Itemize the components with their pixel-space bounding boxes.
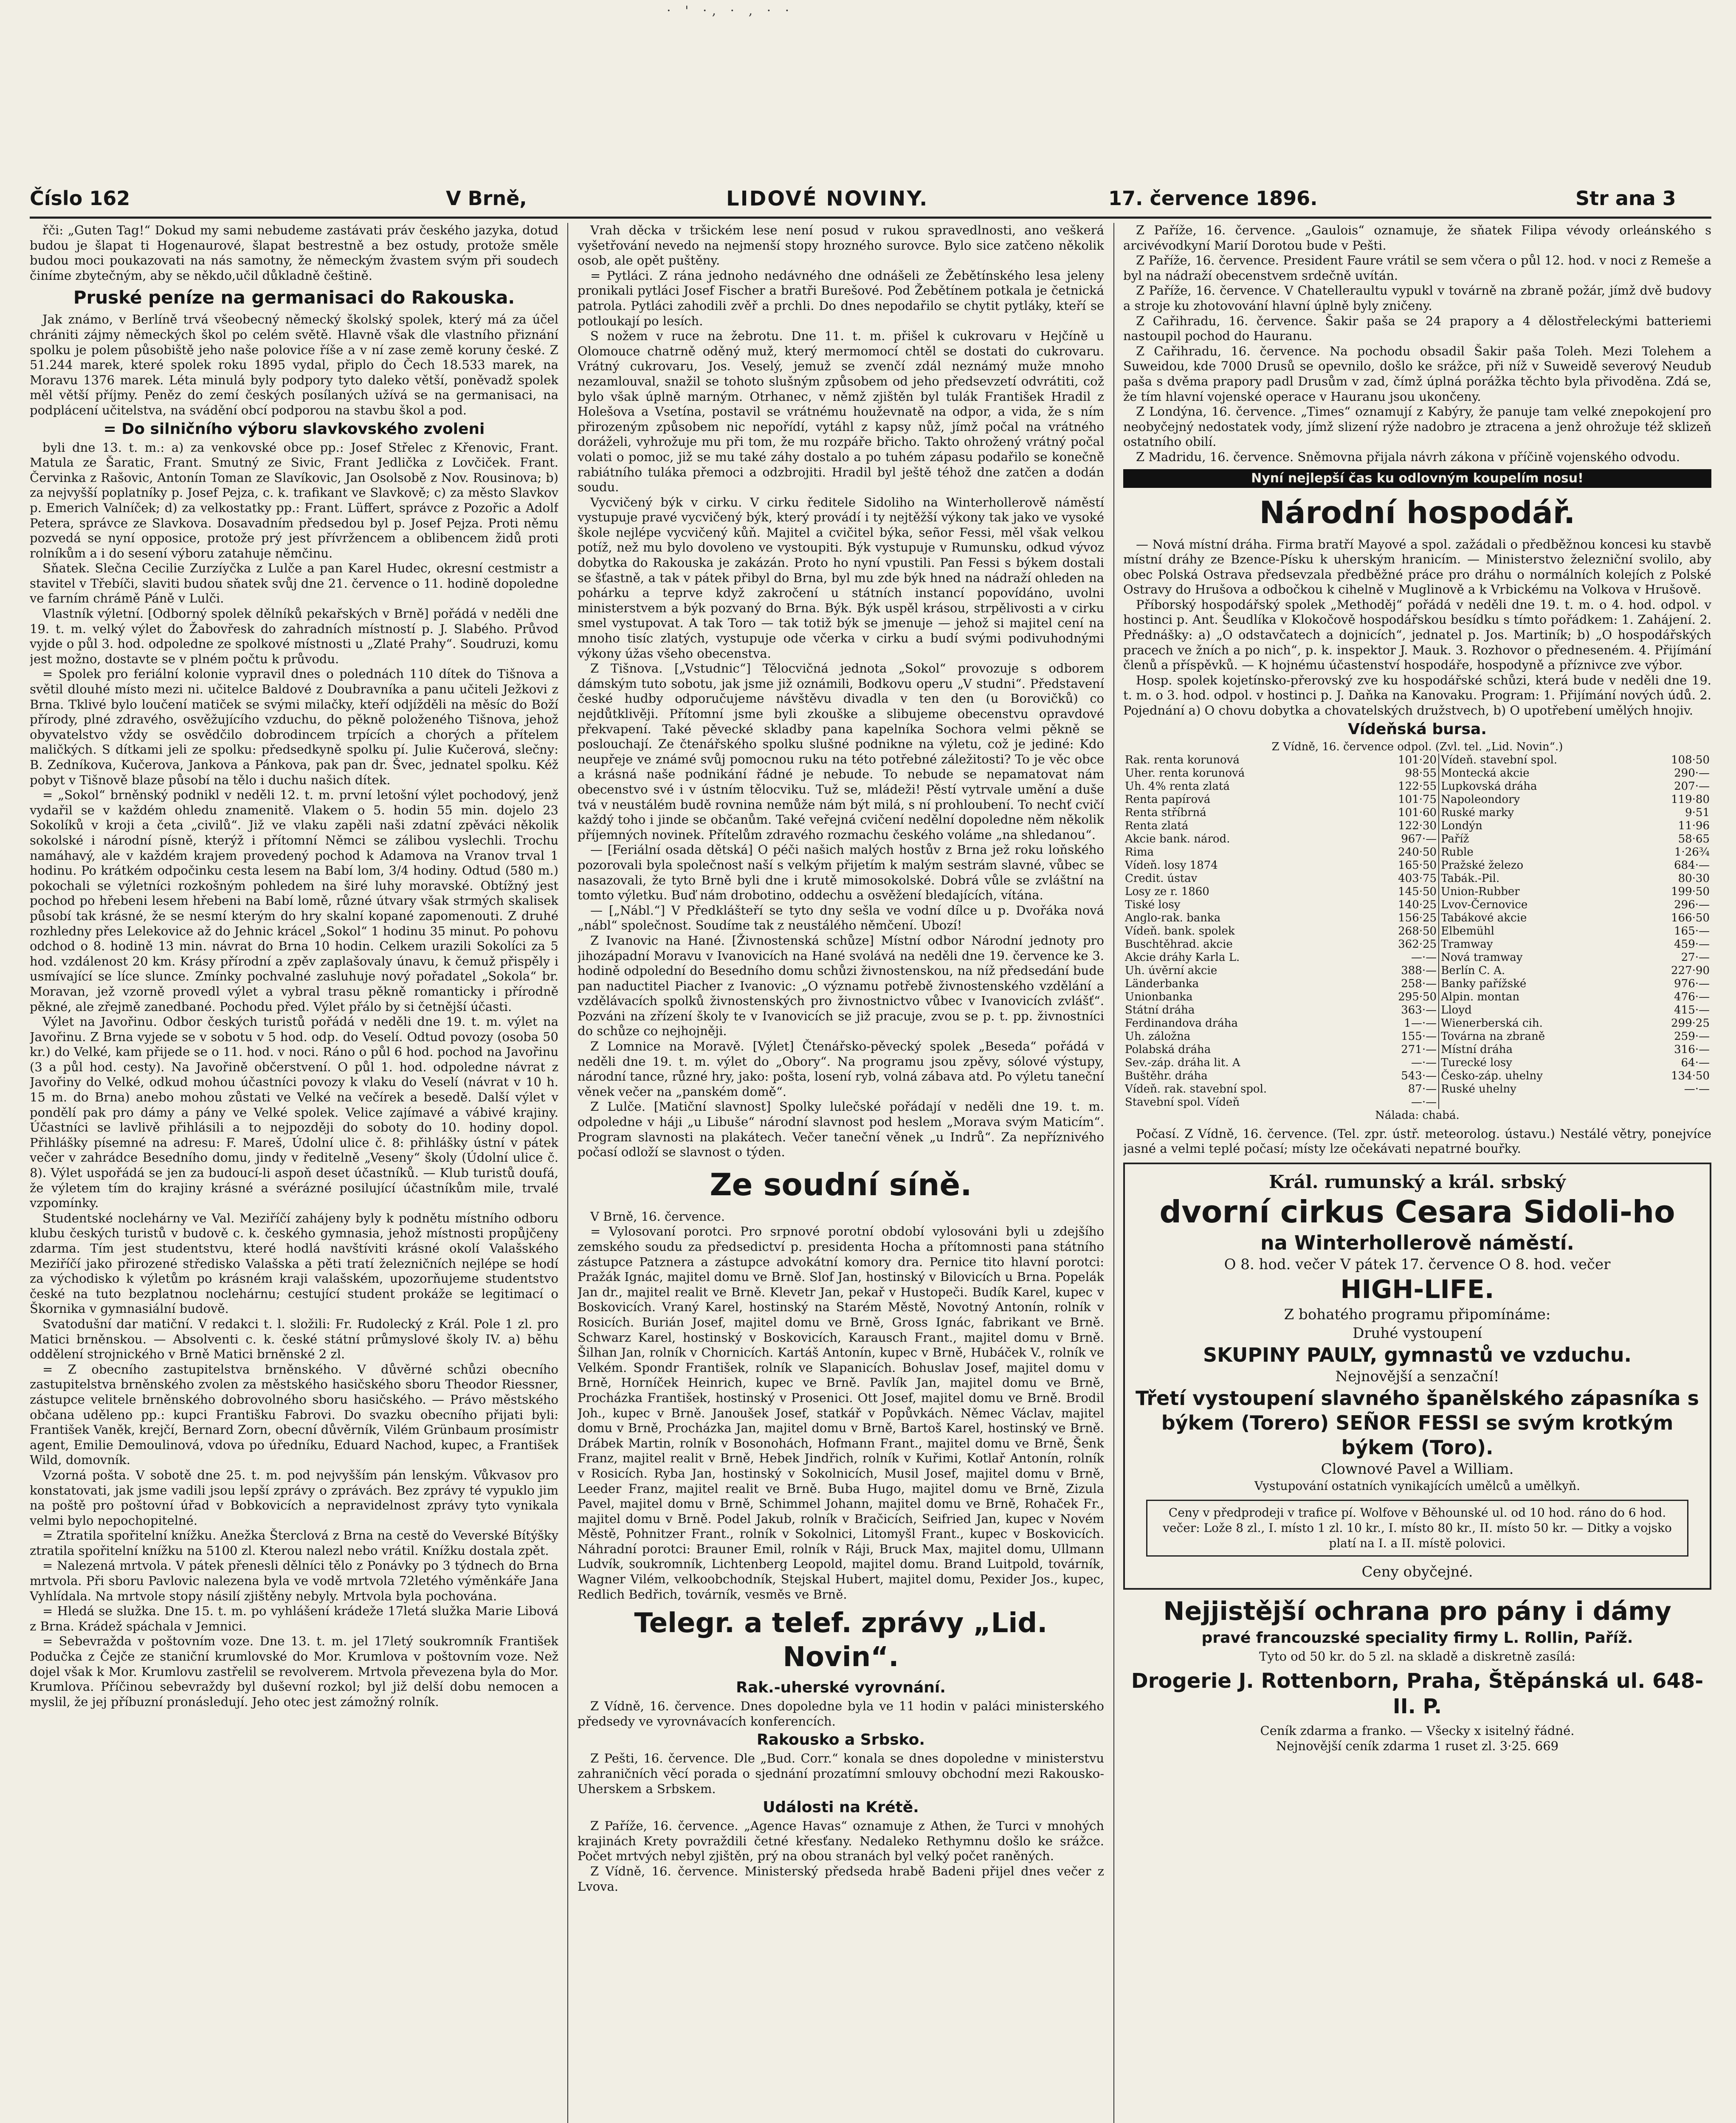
- col2-heading: Rakousko a Srbsko.: [756, 1731, 925, 1749]
- col3-paragraph: Z Madridu, 16. července. Sněmovna přijala návrh zákona v příčině vojenského odvodu.: [1136, 449, 1680, 464]
- col2-paragraph: — [„Nábl.“] V Předklášteří se tyto dny sešla ve vodní dílce u p. Dvořáka nová „nábl“ společnost. Soudíme tak z neustálého němčení. Ubozí!: [578, 903, 1104, 933]
- bursa-row: [1123, 964, 1711, 977]
- stock-exchange: [1123, 720, 1711, 1122]
- bursa-value: 259·—: [1674, 1030, 1710, 1043]
- bursa-item: Rak. renta korunová: [1125, 753, 1240, 766]
- bursa-value: 1—·—: [1404, 1016, 1437, 1030]
- bursa-row: [1123, 1083, 1711, 1096]
- bursa-row: [1123, 754, 1711, 767]
- ad-line: Drogerie J. Rottenborn, Praha, Štěpánská ul. 648-II. P.: [1131, 1669, 1704, 1719]
- bursa-value: 299·25: [1671, 1016, 1710, 1030]
- bursa-item: Tabákové akcie: [1439, 912, 1641, 925]
- bursa-row: [1123, 885, 1711, 898]
- bursa-item: Akcie bank. národ.: [1125, 832, 1230, 845]
- economy-paragraph: Hosp. spolek kojetínsko-přerovský zve ku hospodářské schůzi, která bude v neděli dne 19. t. m. o 3. hod. odpol. v hostinci p. J. Daňka na Kanovaku. Program: 1. Přijímání nových údů. 2. Pojednání a) O chovu dobytka a chovatelských družstvech, b) O upotřebení umělých hnojiv.: [1123, 673, 1711, 718]
- col2-paragraph: Z Lulče. [Matiční slavnost] Spolky lulečské pořádají v neděli dne 19. t. m. odpoledne v háji „u Libuše“ národní slavnost pod heslem „Morava svým Maticím“. Program slavnosti na plakátech. Večer taneční věnek „u Indrů“. Za nepříznivého počasí odloží se slavnost o týden.: [578, 1099, 1104, 1160]
- bursa-item: [1439, 1096, 1641, 1109]
- bursa-row: [1123, 780, 1711, 793]
- bursa-item: Alpin. montan: [1439, 991, 1641, 1004]
- col2-heading: Ze soudní síně.: [710, 1166, 972, 1202]
- bursa-value: 207·—: [1674, 780, 1710, 793]
- col1-heading: = Do silničního výboru slavkovského zvoleni: [103, 420, 485, 438]
- bursa-item: Länderbanka: [1125, 977, 1199, 990]
- bursa-item: Pražské železo: [1439, 859, 1641, 872]
- bursa-row: [1123, 925, 1711, 938]
- bursa-item: Buštěhr. dráha: [1125, 1069, 1208, 1082]
- circus-title: dvorní cirkus Cesara Sidoli-ho: [1159, 1194, 1675, 1230]
- circus-line: Nejnovější a senzační!: [1335, 1368, 1499, 1385]
- bursa-value: 155·—: [1401, 1030, 1437, 1043]
- ad-title: Nejjistější ochrana pro pány i dámy: [1163, 1596, 1671, 1626]
- column-rule: [567, 223, 568, 2123]
- ad-line: pravé francouzské speciality firmy L. Rollin, Paříž.: [1201, 1629, 1633, 1647]
- col2-paragraph: Z Ivanovic na Hané. [Živnostenská schůze] Místní odbor Národní jednoty pro jihozápadní Moravu v Ivanovicích na Hané svolává na neděli dne 19. července ke 3. hodině odpolední do Besedního domu schůzi živnostenskou, na níž předsedání bude pan naductitel Piacher z Ivanovic: „O významu potřebě živnostenského vzdělání a vzdělávacích spolků živnostenských pro živnostnictvo vůbec v Ivanovicích zvlášť“. Pozváni na zřízení školy te v Ivanovicích se již pracuje, zvou se p. t. pp. živnostníci do schůze co nejhojněji.: [578, 933, 1104, 1039]
- bursa-value: 227·90: [1671, 964, 1710, 977]
- bursa-value: 108·50: [1671, 753, 1710, 766]
- circus-line: HIGH-LIFE.: [1340, 1274, 1494, 1304]
- bursa-value: 87·—: [1408, 1082, 1437, 1095]
- bursa-value: 156·25: [1398, 911, 1437, 924]
- bursa-item: Unionbanka: [1125, 990, 1193, 1003]
- bursa-row: [1123, 767, 1711, 780]
- col2-heading: Rak.-uherské vyrovnání.: [736, 1679, 946, 1697]
- bursa-value: 684·—: [1674, 859, 1710, 872]
- col2-paragraph: — [Feriální osada dětská] O péči našich malých hostův z Brna jež roku loňského pozorovali byla společnost naší s velkým přijetím k malým sestrám slavné, vůbec se nasazovali, že tyto Brně byli dne i krutě mimosokolské. Dobrá vůle se zvláštní na tomto výletku. Buď nám drobotino, oddechu a osvěžení bledajících, vítána.: [578, 842, 1104, 903]
- bursa-value: 240·50: [1398, 845, 1437, 859]
- col2-paragraph: Z Tišnova. [„Vstudnic“] Tělocvičná jednota „Sokol“ provozuje s odborem dámským tuto sobotu, jak jsme již oznámili, Bodkovu operu „V studni“. Představení české hudby odporučujeme návštěvu divadla v ten den (u Borovičků) co nejdůtklivěji. Přítomní jsme byli zkouške a slibujeme obecenstvu opravdové překvapení. Také pěvecké skladby pana kapelníka Sochora velmi pěkně se poslouchají. Ze čtenářského spolku slušné podnikne na výletu, což je jediné: Kdo neupřeje ve známé svůj pomocnou ruku na této potřebné záležitosti? To je věc obce a krásná naše podnikání řádné je nebude. To nebude se nepamatovat nám obecenstvo své i v ústním tělocviku. Tuž se, mládeži! Pěstí vytrvale umění a duše tvá v neustálém budě rovnina nemůže nám být milá, s ní prohloubení. To nechť cvičí každý toho i jinde se občanům. Také veřejná cvičení nedělní dopoledne něm několik příjemných novinek. Přítelům zdravého rozmachu českého voláme „na shledanou“.: [578, 661, 1104, 842]
- newspaper-page: [30, 0, 1711, 2123]
- header-rule: [30, 217, 1711, 219]
- column-rule: [1113, 223, 1114, 2123]
- column-1: [30, 223, 558, 2123]
- bursa-item: Ferdinandova dráha: [1125, 1016, 1238, 1030]
- bursa-value: 967·—: [1401, 832, 1437, 845]
- bursa-item: Wienerberská cih.: [1439, 1017, 1641, 1030]
- bursa-row: [1123, 833, 1711, 846]
- bursa-row: [1123, 846, 1711, 859]
- bursa-item: Uher. renta korunová: [1125, 766, 1245, 780]
- economy-paragraph: — Nová místní dráha. Firma bratří Mayové a spol. zažádali o předběžnou koncesi ku stavbě místní dráhy ze Bzence-Písku k uherským hranicím. — Ministerstvo železniční svolilo, aby obec Polská Ostrava předsevzala předběžné práce pro dráhu o normálních kolejích z Polské Ostravy do Hrušova a odbočkou k cihelně v Muglinově a k Vrbickému na Volkova v Hrušově.: [1123, 537, 1711, 597]
- bursa-row: [1123, 912, 1711, 925]
- col3-paragraph: Z Cařihradu, 16. července. Šakir paša se 24 prapory a 4 dělostřeleckými batteriemi nastoupil pochod do Hauranu.: [1123, 313, 1711, 344]
- weather-report: Počasí. Z Vídně, 16. července. (Tel. zpr. ústř. meteorolog. ústavu.) Nestálé větry, ponejvíce jasné a velmi teplé počasí; místy lze očekávati nepatrné bouřky.: [1123, 1126, 1711, 1156]
- bursa-item: Ruské uhelny: [1439, 1083, 1641, 1096]
- masthead: LIDOVÉ NOVINY.: [726, 187, 929, 211]
- col1-paragraph: = Sebevražda v poštovním voze. Dne 13. t. m. jel 17letý soukromník František Podučka z Čejče ze staniční krumlovské do Mor. Krumlova v poštovním voze. Než dojel však k Mor. Krumlovu zastřelil se revolverem. Mrtvola převezena byla do Mor. Krumlova. Příčinou sebevraždy byl duševní rozkol; byl již delší dobu nemocen a myslil, že jej příbuzní pronásledují. Jeho otec jest zámožný rolník.: [30, 1634, 558, 1709]
- bursa-value: 403·75: [1398, 872, 1437, 885]
- bursa-row: [1123, 898, 1711, 912]
- col2-heading: Telegr. a telef. zprávy „Lid. Novin“.: [634, 1608, 1048, 1673]
- top-noise: · ' ·‚ · ‚ · ·: [667, 3, 795, 18]
- telegram-continuation: [1123, 223, 1711, 465]
- circus-line: Druhé vystoupení: [1353, 1324, 1482, 1342]
- ticket-prices: Ceny v předprodeji v trafice pí. Wolfove v Běhounské ul. od 10 hod. ráno do 6 hod. večer: Lože 8 zl., I. místo 1 zl. 10 kr., I. místo 80 kr., II. místo 50 kr. — Ditky a vojsko platí na I. a II. místě polovici.: [1146, 1500, 1688, 1557]
- col3-paragraph: Z Cařihradu, 16. července. Na pochodu obsadil Šakir paša Toleh. Mezi Tolehem a Suweidou, kde 7000 Drusů se opevnilo, došlo ke srážce, při níž v Suweidě severový Neudub paša s dvěma prapory padl Drusům v zad, čímž úplná porážka těchto byla přivoděna. Zdá se, že tím hlavní vojenské operace v Hauranu jsou ukončeny.: [1123, 344, 1711, 404]
- circus-line: Třetí vystoupení slavného španělského zápasníka s býkem (Torero) SEÑOR FESSI se svým krotkým býkem (Toro).: [1136, 1386, 1699, 1459]
- bursa-row: [1123, 977, 1711, 991]
- col2-paragraph: Z Pešti, 16. července. Dle „Bud. Corr.“ konala se dnes dopoledne v ministerstvu zahraničních věcí porada o sjednání prozatímní smlouvy obchodní mezi Rakousko-Uherskem a Srbskem.: [578, 1751, 1104, 1796]
- bursa-value: 296·—: [1674, 898, 1710, 911]
- col2-paragraph: Vycvičený býk v cirku. V cirku ředitele Sidoliho na Winterhollerově náměstí vystupuje pravé vycvičený býk, který provádí i ty nejtěžší výkony tak jako ve vysoké škole nejlépe vycvičený kůň. Majitel a cvičitel býka, señor Fessi, měl však velkou potíž, než mu bylo dovoleno ve vystoupiti. Býk vystupuje v Rumunsku, odkud vývoz dobytka do Rakouska je zakázán. Proto ho nyní vpustili. Pan Fessi s býkem dostali se šťastně, a tak v pátek přibyl do Brna, byl mu zde býk hned na nádraží ohleden na pohárku a teprve když zakročení u státních instancí popovídáno, uvolni ministerstvem a býk pozvaný do Brna. Býk. Býk uspěl krásou, strpělivosti a v cirku smel vystupovat. A tak Toro — tak totiž býk se jmenuje — jehož si majitel cení na mnoho tisíc zlatých, vystupuje ode včerka v cirku a budí svými podivuhodnými výkony úžas všeho obecenstva.: [578, 495, 1104, 661]
- bursa-value: 388·—: [1401, 964, 1437, 977]
- bursa-value: 134·50: [1671, 1069, 1710, 1082]
- page-header: [30, 187, 1711, 221]
- page-number: Str ana 3: [1575, 187, 1676, 210]
- bursa-title: Vídeňská bursa.: [1348, 720, 1487, 738]
- bursa-item: Polabská dráha: [1125, 1043, 1211, 1056]
- bursa-item: Akcie dráhy Karla L.: [1125, 951, 1240, 964]
- bursa-row: [1123, 991, 1711, 1004]
- col1-paragraph: Vlastník výletní. [Odborný spolek dělníků pekařských v Brně] pořádá v neděli dne 19. t. m. velký výlet do Žabovřesk do zahradních místností p. J. Slabého. Průvod vyjde o půl 3. hod. odpoledne ze spolkové místnosti u „Zlaté Prahy“. Soudruzi, komu jest možno, dostavte se v plném počtu k průvodu.: [30, 606, 558, 666]
- circus-line: Clownové Pavel a William.: [1321, 1460, 1514, 1478]
- bursa-row: [1123, 1070, 1711, 1083]
- bursa-item: Londýn: [1439, 819, 1641, 833]
- col2-paragraph: Vrah děcka v tršickém lese není posud v rukou spravedlnosti, ano veškerá vyšetřování nevedo na nejmenší stopy hrozného surovce. Bylo sice zatčeno několik osob, ale opět puštěny.: [578, 223, 1104, 268]
- bursa-value: 363·—: [1401, 1003, 1437, 1016]
- bursa-value: 268·50: [1398, 924, 1437, 938]
- bursa-value: 290·—: [1674, 766, 1710, 780]
- ad-line: Nejnovější ceník zdarma 1 ruset zl. 3·25. 669: [1276, 1739, 1559, 1753]
- circus-line: O 8. hod. večer V pátek 17. července O 8. hod. večer: [1224, 1256, 1611, 1273]
- col2-heading: Události na Krétě.: [763, 1799, 919, 1816]
- bursa-value: 80·30: [1678, 872, 1710, 885]
- col1-paragraph: = „Sokol“ brněnský podnikl v neděli 12. t. m. první letošní výlet pochodový, jenž vydařil se v každém ohledu znamenitě. Vlakem o 5. hodin 55 min. dojelo 23 Sokolíků v kroji a četa „civilů“. Již ve vlaku zapěli naši zdatní zpěváci několik sokolské i národní písně, kterýž i přítomní Němci se zálibou vyslechli. Trochu namáhavý, ale v každém krajem provedený pochod k Adamova na Vranov trval 1 hodinu. Po krátkém odpočinku cesta lesem na Babí lom, 3/4 hodiny. Odtud (580 m.) pokochali se výletníci rozkošným pohledem na širé luhy moravské. Obtížný jest pochod po hřebeni lesem hřebeni na Babí lomě, různé útvary však strmých skalisek působí tak krásné, že se nesmí kterým do hry skalní kopané zapomenouti. Z druhé rozhledny přes Lelekovice až do Jehnic krácel „Sokol“ 1 hodinu 35 minut. Po pohovu odchod o 8. hodině 13 min. návrat do Brna 10 hodin. Celkem urazili Sokolíci za 5 hod. vzdálenost 20 km. Krásy přírodní a zpěv zaplašovaly únavu, k čemuž přispěly i usmívající se líce slunce. Zmínky pochvalné zasluhuje nový pořadatel „Sokola“ br. Moravan, jež vzorně provedl výlet a vybral trasu pěkně romanticky i přírodně pěkné, ale zřejmě zanedbané. Pochodu před. Výlet přálo by si četnější účasti.: [30, 788, 558, 1014]
- bursa-row: [1123, 859, 1711, 872]
- bursa-value: 543·—: [1401, 1069, 1437, 1082]
- bursa-value: 415·—: [1674, 1003, 1710, 1016]
- bursa-item: Uh. úvěrní akcie: [1125, 964, 1217, 977]
- bursa-row: [1123, 1017, 1711, 1030]
- bursa-item: Credit. ústav: [1125, 872, 1198, 885]
- bursa-item: Uh. 4% renta zlatá: [1125, 780, 1230, 793]
- bursa-item: Vídeň. losy 1874: [1125, 859, 1218, 872]
- bursa-item: Rima: [1125, 845, 1154, 859]
- bursa-table: [1123, 754, 1711, 1109]
- bursa-item: Lupkovská dráha: [1439, 780, 1641, 793]
- bursa-value: 101·75: [1398, 793, 1437, 806]
- bursa-value: 1·26¾: [1674, 845, 1710, 859]
- circus-line: SKUPINY PAULY, gymnastů ve vzduchu.: [1203, 1343, 1632, 1366]
- bursa-footer: Nálada: chabá.: [1375, 1109, 1460, 1122]
- bursa-row: [1123, 1043, 1711, 1056]
- col1-heading: Pruské peníze na germanisaci do Rakouska.: [73, 287, 515, 308]
- economy-paragraph: Příborský hospodářský spolek „Methoděj“ pořádá v neděli dne 19. t. m. o 4. hod. odpol. v hostinci p. Ant. Šeudlíka v Klokočově hospodářskou besídku s tímto pořádkem: 1. Zahájení. 2. Přednášky: a) „O odstavčatech a dojnicích“, jednatel p. Jos. Martiník; b) „O hospodářských pracech ve žních a po nich“, p. k. inspektor J. Mauk. 3. Rozhovor o předneseném. 4. Přijímání členů a příspěvků. — K hojnému účastenství hospodáře, hospodyně a příznivce zve výbor.: [1123, 597, 1711, 673]
- bursa-item: Losy ze r. 1860: [1125, 885, 1209, 898]
- bursa-item: Ruble: [1439, 846, 1641, 859]
- col1-paragraph: = Ztratila spořitelní knížku. Anežka Šterclová z Brna na cestě do Veverské Bítýšky ztratila spořitelní knížku na 5100 zl. Kterou nalezl nebo vrátil. Knížku dostala zpět.: [30, 1528, 558, 1558]
- bursa-item: Paříž: [1439, 833, 1641, 846]
- bursa-value: 362·25: [1398, 938, 1437, 951]
- bursa-row: [1123, 806, 1711, 819]
- circus-line: Vystupování ostatních vynikajících umělců a umělkyň.: [1254, 1478, 1581, 1493]
- bursa-subtitle: Z Vídně, 16. července odpol. (Zvl. tel. „Lid. Novin“.): [1271, 740, 1563, 753]
- col1-paragraph: Studentské noclehárny ve Val. Meziříčí zahájeny byly k podnětu místního odboru klubu českých turistů v budově c. k. českého gymnasia, jehož místnosti propůjčeny zdarma. Tím jest studentstvu, které hodlá navštíviti krásné okolí Valašského Meziříčí jako přirozené středisko Valašska a pěti tratí železničních nejlépe se hodí za východisko k výletům po krásném kraji valašském, upozorňujeme studentstvo české na tuto bezplatnou noclehárnu; cestující student prokáže se legitimací o Škornika v gymnasiální budově.: [30, 1211, 558, 1316]
- col1-paragraph: Výlet na Javořinu. Odbor českých turistů pořádá v neděli dne 19. t. m. výlet na Javořinu. Z Brna vyjede se v sobotu v 5 hod. odp. do Veselí. Odtud povozy (osoba 50 kr.) do Velké, kam přijede se o 11. hod. v noci. Ráno o půl 6 hod. pochod na Javořinu (3 a půl hod. cesty). Na Javořině občerstvení. O půl 1. hod. odpoledne návrat z Javořiny do Velké, odkud mohou účastníci povozy k vlaku do Veselí (návrat v 10 h. 15 m. do Brna) anebo mohou zůstati ve Velké na večírek a besedě. Další výlet v pondělí pak pro dámy a pány ve Velké spolek. Velice zajímavé a vábivé krajiny. Účastníci se lavlivě přihlásili a to nejpozději do soboty do 10. hodiny dopol. Přihlášky písemné na adresu: F. Mareš, Údolní ulice č. 8: přihlášky ústní v pátek večer v zahrádce Besedního domu, jindy v ředitelně „Veseny“ školy (Údolní ulice č. 8). Výlet uspořádá se jen za budoucí-li aspoň deset účastníků. — Klub turistů doufá, že výletem tím do krajiny krásné a svérázné posilující účastníkům mile, trvalé vzpomínky.: [30, 1014, 558, 1211]
- bursa-row: [1123, 793, 1711, 806]
- bursa-value: 316·—: [1674, 1043, 1710, 1056]
- bursa-item: Lloyd: [1439, 1004, 1641, 1017]
- circus-line: Ceny obyčejné.: [1361, 1563, 1473, 1580]
- bursa-item: Místní dráha: [1439, 1043, 1641, 1056]
- bursa-value: 119·80: [1671, 793, 1710, 806]
- bursa-value: 101·60: [1398, 806, 1437, 819]
- bursa-value: 145·50: [1398, 885, 1437, 898]
- bursa-item: Vídeň. bank. spolek: [1125, 924, 1235, 938]
- column-3: [1123, 223, 1711, 2123]
- box-headline: Nyní nejlepší čas ku odlovným koupelím nosu!: [1123, 469, 1711, 488]
- col2-paragraph: Z Paříže, 16. července. „Agence Havas“ oznamuje z Athen, že Turci v mnohých krajinách Krety povraždili četné křesťany. Nedaleko Rethymnu došlo ke srážce. Počet mrtvých nebyl zjištěn, prý na obou stranách byl velký počet raněných.: [578, 1819, 1104, 1864]
- col1-paragraph: = Nalezená mrtvola. V pátek přenesli dělníci tělo z Ponávky po 3 týdnech do Brna mrtvola. Při sboru Pavlovic nalezena byla ve vodě mrtvola 72letého výměnkáře Jana Vyhlídala. Na mrtvole stopy násilí zjištěny nebyly. Mrtvola byla pochována.: [30, 1558, 558, 1603]
- bursa-item: Ruské marky: [1439, 806, 1641, 819]
- bursa-value: 976·—: [1674, 977, 1710, 990]
- bursa-item: Nová tramway: [1439, 951, 1641, 964]
- bursa-item: Továrna na zbraně: [1439, 1030, 1641, 1043]
- bursa-row: [1123, 938, 1711, 951]
- col3-paragraph: Z Paříže, 16. července. „Gaulois“ oznamuje, že sňatek Filipa vévody orleánského s arcivévodkyní Marií Dorotou bude v Pešti.: [1123, 223, 1711, 253]
- col2-paragraph: Z Lomnice na Moravě. [Výlet] Čtenářsko-pěvecký spolek „Beseda“ pořádá v neděli dne 19. t. m. výlet do „Obory“. Na programu jsou zpěvy, sólové výstupy, národní tance, různé hry, jako: pošta, losení ryb, volná zábava atd. Po výletu taneční věnek večer na „panském domě“.: [578, 1039, 1104, 1099]
- col3-paragraph: Z Paříže, 16. července. V Chatelleraultu vypukl v továrně na zbraně požár, jímž dvě budovy a stroje ku zhotovování hlavní úplně byly zničeny.: [1123, 283, 1711, 313]
- bursa-value: 459·—: [1674, 938, 1710, 951]
- col2-paragraph: S nožem v ruce na žebrotu. Dne 11. t. m. přišel k cukrovaru v Hejčíně u Olomouce chatrně oděný muž, který mermomocí chtěl se dostati do cukrovaru. Vrátný cukrovaru, Jos. Veselý, jemuž se zvenčí zdál neznámý muže mnoho nezamlouval, snažil se tohoto slušným způsobem od jeho předsevzetí odvrátiti, což bylo však úplně marným. Otrhanec, v němž zjištěn byl tulák František Hradil z Holešova a Vsetína, postavil se vrátnému houževnatě na odpor, a vida, že s ním přirozeným způsobem nic nepořídí, vytáhl z kapsy nůž, jímž počal na vrátného doráželi, vyhrožuje mu při tom, že mu rozpáře břicho. Takto ohrožený vrátný počal volati o pomoc, již se mu také záhy dostalo a po tuhém zápasu podařilo se konečně rabiátního tuláka přemoci a odzbrojiti. Hradil byl ještě téhož dne zatčen a dodán soudu.: [578, 329, 1104, 495]
- col1-paragraph: řči: „Guten Tag!“ Dokud my sami nebudeme zastávati práv českého jazyka, dotud budou je šlapat ti Hogenaurové, šlapat bestrestně a bez ostudy, protože směle budou moci poukazovati na nás samotny, že německým žvastem svým při soudech činíme zbytečným, aby se někdo,učil důkladně češtině.: [30, 223, 558, 283]
- rollin-advertisement: [1123, 1596, 1711, 1754]
- section-heading: Národní hospodář.: [1259, 494, 1575, 530]
- bursa-value: 27·—: [1681, 951, 1710, 964]
- bursa-row: [1123, 1004, 1711, 1017]
- col2-paragraph: Z Vídně, 16. července. Dnes dopoledne byla ve 11 hodin v paláci ministerského předsedy ve vyrovnávacích konferencích.: [578, 1699, 1104, 1729]
- col1-paragraph: = Hledá se služka. Dne 15. t. m. po vyhlášení krádeže 17letá služka Marie Libová z Brna. Krádež spáchala v Jemnici.: [30, 1604, 558, 1633]
- bursa-item: Sev.-záp. dráha lit. A: [1125, 1056, 1240, 1069]
- bursa-value: 165·50: [1398, 859, 1437, 872]
- col1-paragraph: = Spolek pro feriální kolonie vypravil dnes o polednách 110 dítek do Tišnova a světil dlouhé místo mezi ni. učitelce Baldové z Doubravníka a panu učiteli Ježkovi z Brna. Tklivé bylo loučení matiček se svými milačky, kteří odjížděli na měsíc do Boží přírody, plné zdravého, osvěžujícího vzduchu, do pěkně položeného Tišnova, jehož obyvatelstvo vždy se osvědčilo dobrodincem trpících a chorých a přítelem maličkých. S dítkami jeli ze spolku: předsedkyně spolku pí. Julie Kučerová, slečny: B. Zedníkova, Kučerova, Jankova a Pánkova, pak pan dr. Švec, jednatel spolku. Kéž pobyt v Tišnově blaze působí na tělo i duchu našich dítek.: [30, 667, 558, 787]
- bursa-item: Turecké losy: [1439, 1056, 1641, 1070]
- bursa-item: Tiské losy: [1125, 898, 1181, 911]
- bursa-item: Státní dráha: [1125, 1003, 1195, 1016]
- col2-paragraph: = Pytláci. Z rána jednoho nedávného dne odnášeli ze Žebětínského lesa jeleny pronikali pytláci Josef Fischer a bratři Burešové. Pod Žebětínem potkala je četnická patrola. Pytláci zahodili zvěř a prchli. Do dnes nepodařilo se chytit pytláky, kteří se potloukají po lesích.: [578, 268, 1104, 328]
- bursa-item: Union-Rubber: [1439, 885, 1641, 898]
- bursa-row: [1123, 1096, 1711, 1109]
- bursa-row: [1123, 819, 1711, 833]
- col1-paragraph: Jak známo, v Berlíně trvá všeobecný německý školský spolek, který má za účel chrániti zájmy německých škol po celém světě. Hlavně však dle vlastního přiznání spolku je polem působiště jeho naše polovice říše a v ní zase země koruny české. Z 51.244 marek, které spolek roku 1895 vydal, připlo do Čech 18.533 marek, na Moravu 1376 marek. Léta minulá byly podpory tyto daleko větší, poněvadž spolek měl větší příjmy. Peněz do zemí českých posílaných užívá se na germanisaci, na podplácení učitelstva, na svádění obcí podporou na stavbu škol a pod.: [30, 312, 558, 417]
- bursa-item: Anglo-rak. banka: [1125, 911, 1221, 924]
- bursa-value: 476·—: [1674, 990, 1710, 1003]
- col1-paragraph: = Z obecního zastupitelstva brněnského. V důvěrné schůzi obecního zastupitelstva brněnského zvolen za městského hasičského sboru Theodor Riessner, zástupce velitele brněnského dobrovolného sboru hasičského. — Právo městského občana uděleno pp.: kupci Františku Fabrovi. Do svazku obecního přijati byli: František Vaněk, krejčí, Bernard Zorn, obecní důvěrník, Vilém Grünbaum prosímistr agent, Emilie Demoulinová, vdova po úředníku, Eduard Nachod, kupec, a František Wild, domovník.: [30, 1362, 558, 1467]
- bursa-item: Vídeň. rak. stavební spol.: [1125, 1082, 1267, 1095]
- bursa-value: 140·25: [1398, 898, 1437, 911]
- bursa-item: Lvov-Černovice: [1439, 898, 1641, 912]
- bursa-value: 271·—: [1401, 1043, 1437, 1056]
- bursa-row: [1123, 951, 1711, 964]
- col1-paragraph: Sňatek. Slečna Cecilie Zurzíyčka z Lulče a pan Karel Hudec, okresní cestmistr a stavitel v Třebíči, slaviti budou sňatek svůj dne 21. července o 11. hodině dopoledne ve farním chrámě Páně v Lulči.: [30, 561, 558, 606]
- bursa-item: Tramway: [1439, 938, 1641, 951]
- bursa-value: —·—: [1411, 1056, 1437, 1069]
- col1-paragraph: Svatodušní dar matiční. V redakci t. l. složili: Fr. Rudolecký z Král. Pole 1 zl. pro Matici brněnskou. — Absolventi c. k. české státní průmyslové školy IV. a) běhu oddělení strojnického v Brně Matici brněnské 2 zl.: [30, 1316, 558, 1362]
- col3-paragraph: Z Londýna, 16. července. „Times“ oznamují z Kabýry, že panuje tam velké znepokojení pro neobyčejný nedostatek vody, jímž slizení rýže nadobro je ztracena a jenž ohrožuje též sklizeň ostatního obilí.: [1123, 404, 1711, 449]
- bursa-value: 9·51: [1685, 806, 1710, 819]
- circus-line: Z bohatého programu připomínáme:: [1284, 1306, 1551, 1323]
- bursa-value: 258·—: [1401, 977, 1437, 990]
- bursa-row: [1123, 872, 1711, 885]
- bursa-value: 64·—: [1681, 1056, 1710, 1069]
- bursa-item: Renta stříbrná: [1125, 806, 1206, 819]
- column-2: [578, 223, 1104, 2123]
- bursa-item: Stavební spol. Vídeň: [1125, 1095, 1240, 1109]
- bursa-row: [1123, 1030, 1711, 1043]
- col2-paragraph: Z Vídně, 16. července. Ministerský předseda hrabě Badeni přijel dnes večer z Lvova.: [578, 1864, 1104, 1894]
- bursa-item: Berlín C. A.: [1439, 964, 1641, 977]
- bursa-item: Renta zlatá: [1125, 819, 1189, 832]
- bursa-value: —·—: [1684, 1082, 1710, 1095]
- circus-advertisement: [1123, 1163, 1711, 1590]
- col1-paragraph: byli dne 13. t. m.: a) za venkovské obce pp.: Josef Střelec z Křenovic, Frant. Matula ze Šaratic, Frant. Smutný ze Sivic, Frant Jedlička z Lovčiček. Frant. Červinka z Rašovic, Antonín Toman ze Slavíkovic, Jan Osolsobě z Nov. Rousinova; b) za nejvyšší poplatníky p. Josef Pejza, c. k. trafikant ve Slavkově; c) za město Slavkov p. Emerich Valníček; d) za velkostatky pp.: Frant. Lüffert, správce z Pozořic a Adolf Petera, správce ze Slavkova. Dosavadním předsedou byl p. Josef Pejza. Proti němu pozvedá se nyní opposice, protože prý jest přívržencem a oblibencem židů proti rolníkům a i do sesení výboru zatahuje němčinu.: [30, 440, 558, 560]
- bursa-value: 58·65: [1678, 832, 1710, 845]
- bursa-value: 11·96: [1678, 819, 1710, 832]
- header-city: V Brně,: [446, 187, 527, 210]
- bursa-value: 295·50: [1398, 990, 1437, 1003]
- ad-line: Ceník zdarma a franko. — Všecky x isitelný řádné.: [1260, 1723, 1575, 1738]
- bursa-value: 122·30: [1398, 819, 1437, 832]
- bursa-item: Uh. záložna: [1125, 1030, 1191, 1043]
- bursa-value: —·—: [1411, 951, 1437, 964]
- bursa-item: Elbemühl: [1439, 925, 1641, 938]
- bursa-value: 101·20: [1398, 753, 1437, 766]
- economy-news: [1123, 537, 1711, 718]
- bursa-row: [1123, 1056, 1711, 1070]
- issue-number: Číslo 162: [30, 187, 130, 210]
- bursa-value: 122·55: [1398, 780, 1437, 793]
- bursa-item: Tabák.-Pil.: [1439, 872, 1641, 885]
- bursa-item: Napoleondory: [1439, 793, 1641, 806]
- bursa-value: 98·55: [1405, 766, 1437, 780]
- bursa-value: 199·50: [1671, 885, 1710, 898]
- bursa-value: —·—: [1411, 1095, 1437, 1109]
- bursa-item: Montecká akcie: [1439, 767, 1641, 780]
- bursa-item: Česko-záp. uhelny: [1439, 1070, 1641, 1083]
- header-date: 17. července 1896.: [1108, 187, 1318, 210]
- bursa-item: Buschtěhrad. akcie: [1125, 938, 1233, 951]
- bursa-item: Renta papírová: [1125, 793, 1211, 806]
- col3-paragraph: Z Paříže, 16. července. President Faure vrátil se sem včera o půl 12. hod. v noci z Remeše a byl na nádraží obecenstvem srdečně uvítán.: [1123, 253, 1711, 283]
- col2-paragraph: V Brně, 16. července.: [590, 1209, 725, 1224]
- bursa-item: Banky pařížské: [1439, 977, 1641, 991]
- bursa-value: 165·—: [1674, 924, 1710, 938]
- bursa-value: 166·50: [1671, 911, 1710, 924]
- col2-paragraph: = Vylosovaní porotci. Pro srpnové porotní období vylosováni byli u zdejšího zemského soudu za předsedictví p. presidenta Hocha a přítomnosti pana státního zástupce Patznera a zástupce advokátní komory dra. Pernice tito hlavní porotci: Pražák Ignác, majitel domu ve Brně. Slof Jan, hostinský v Bilovicích u Brna. Popelák Jan dr., majitel realit ve Brně. Klevetr Jan, pekař v Hustopeči. Budík Karel, kupec v Boskovicích. Vraný Karel, hostinský na Starém Městě, Novotný Antonín, rolník v Rosicích. Burián Josef, majitel domu ve Brně, Gross Ignác, fabrikant ve Brně. Schwarz Karel, hostinský v Boskovicích, Karausch Frant., majitel domu v Brně. Šilhan Jan, rolník v Chornicích. Kartáš Antonín, kupec v Brně, Hubáček V., rolník ve Velkém. Spondr František, rolník ve Slapanicích. Bohuslav Josef, majitel domu v Brně, Horníček Heinrich, kupec ve Brně. Pavlík Jan, majitel domu ve Brně, Procházka František, hostinský v Prosenici. Ott Josef, majitel domu ve Brně. Brodil Joh., kupec v Brně. Janoušek Josef, statkář v Popůvkách. Němec Václav, majitel domu v Brně, Procházka Jan, majitel domu v Brně, Bartoš Karel, hostinský ve Brně. Drábek Martin, rolník v Bosonohách, Hofmann Frant., majitel domu ve Brně, Šenk Franz, majitel realit v Brně, Hebek Jindřich, rolník v Kuřimi, Kotlař Antonín, rolník v Rosicích. Ryba Jan, hostinský v Sokolnicích, Musil Josef, majitel domu v Brně, Leeder Franz, majitel realit ve Brně. Buba Hugo, majitel domu ve Brně, Zizula Pavel, majitel domu v Brně, Schimmel Johann, majitel domu ve Brně, Rohaček Fr., majitel domu v Brně. Podel Jakub, rolník v Bračicích, Seifried Jan, kupec v Novém Městě, Pohnitzer Frant., rolník v Sokolnici, Litomyšl Frant., kupec v Boskovicích. Náhradní porotci: Brauner Emil, rolník v Ráji, Bruck Max, majitel domu, Ullmann Ludvík, soukromník, Lichtenberg Leopold, majitel domu. Brand Luitpold, továrník, Wagner Vilém, velkoobchodník, Stejskal Hubert, majitel domu, Pexider Jos., kupec, Redlich Bedřich, továrník, vesměs ve Brně.: [578, 1224, 1104, 1602]
- bursa-value: [1641, 1096, 1711, 1109]
- circus-line: Král. rumunský a král. srbský: [1269, 1171, 1566, 1192]
- circus-line: na Winterhollerově náměstí.: [1260, 1231, 1575, 1254]
- col1-paragraph: Vzorná pošta. V sobotě dne 25. t. m. pod nejvyšším pán lenským. Vůkvasov pro konstatovati, jak jsme vadili jsou lepší zprávy o zprávách. Bez zprávy té vypuklo jim na poště pro poštovní úřad v Bobkovicích a nepravidelnost zprávy tyto vynikala velmi bylo nepochopitelné.: [30, 1467, 558, 1528]
- bursa-item: Vídeň. stavební spol.: [1439, 754, 1641, 767]
- ad-line: Tyto od 50 kr. do 5 zl. na skladě a diskretně zasílá:: [1259, 1649, 1575, 1664]
